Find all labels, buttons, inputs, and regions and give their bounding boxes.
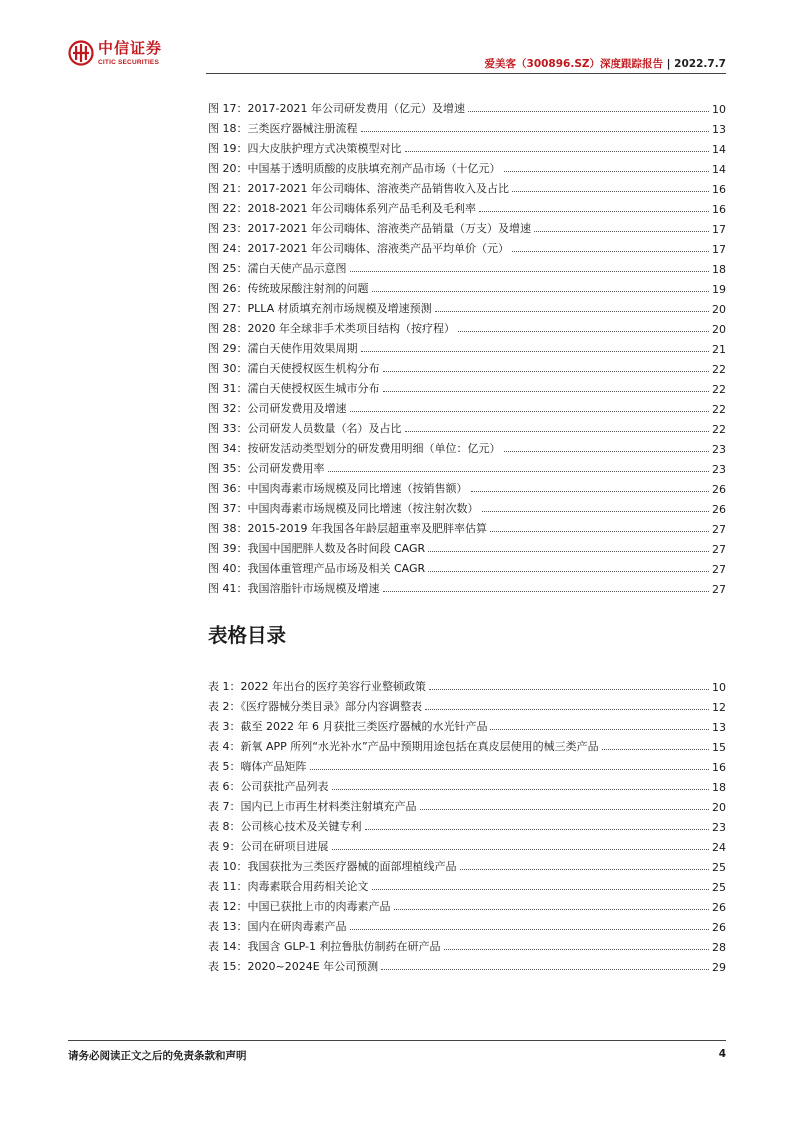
entry-page-number: 14 [712, 163, 726, 176]
tables-section-title: 表格目录 [208, 624, 287, 647]
dot-leader [394, 909, 710, 910]
entry-page-number: 26 [712, 503, 726, 516]
dot-leader [428, 571, 709, 572]
figure-entry[interactable] [208, 476, 726, 496]
figure-entry[interactable] [208, 376, 726, 396]
dot-leader [534, 231, 709, 232]
dot-leader [458, 331, 709, 332]
table-entry[interactable] [208, 954, 726, 974]
dot-leader [420, 809, 710, 810]
entry-title: 表 7：国内已上市再生材料类注射填充产品 [208, 800, 417, 813]
dot-leader [504, 171, 710, 172]
entry-page-number: 17 [712, 223, 726, 236]
figure-entry[interactable] [208, 336, 726, 356]
entry-page-number: 20 [712, 801, 726, 814]
entry-page-number: 13 [712, 123, 726, 136]
table-list [208, 674, 726, 974]
entry-page-number: 16 [712, 761, 726, 774]
dot-leader [365, 829, 710, 830]
table-entry[interactable] [208, 714, 726, 734]
entry-page-number: 28 [712, 941, 726, 954]
figure-list [208, 96, 726, 596]
entry-title: 表 8：公司核心技术及关键专利 [208, 820, 362, 833]
dot-leader [490, 531, 709, 532]
dot-leader [512, 191, 709, 192]
table-entry[interactable] [208, 754, 726, 774]
dot-leader [429, 689, 709, 690]
table-entry[interactable] [208, 834, 726, 854]
entry-page-number: 24 [712, 841, 726, 854]
entry-page-number: 12 [712, 701, 726, 714]
entry-title: 图 26：传统玻尿酸注射剂的问题 [208, 282, 369, 295]
entry-page-number: 22 [712, 423, 726, 436]
dot-leader [428, 551, 709, 552]
dot-leader [405, 151, 710, 152]
entry-page-number: 13 [712, 721, 726, 734]
dot-leader [479, 211, 709, 212]
figure-entry[interactable] [208, 496, 726, 516]
entry-title: 表 6：公司获批产品列表 [208, 780, 329, 793]
citic-logo-icon [68, 40, 94, 66]
entry-title: 图 34：按研发活动类型划分的研发费用明细（单位：亿元） [208, 442, 501, 455]
dot-leader [310, 769, 710, 770]
entry-title: 表 15：2020~2024E 年公司预测 [208, 960, 379, 973]
dot-leader [383, 371, 710, 372]
figure-entry[interactable] [208, 236, 726, 256]
dot-leader [471, 491, 710, 492]
figure-entry[interactable] [208, 156, 726, 176]
figure-entry[interactable] [208, 436, 726, 456]
entry-title: 图 39：我国中国肥胖人数及各时间段 CAGR [208, 542, 426, 555]
dot-leader [332, 789, 710, 790]
entry-title: 图 32：公司研发费用及增速 [208, 402, 347, 415]
dot-leader [512, 251, 709, 252]
entry-title: 图 31：濡白天使授权医生城市分布 [208, 382, 380, 395]
entry-title: 表 14：我国含 GLP-1 利拉鲁肽仿制药在研产品 [208, 940, 441, 953]
figure-entry[interactable] [208, 536, 726, 556]
figure-entry[interactable] [208, 96, 726, 116]
figure-entry[interactable] [208, 176, 726, 196]
dot-leader [405, 431, 710, 432]
figure-entry[interactable] [208, 216, 726, 236]
dot-leader [350, 411, 710, 412]
figure-entry[interactable] [208, 116, 726, 136]
figure-entry[interactable] [208, 136, 726, 156]
dot-leader [602, 749, 709, 750]
footer-disclaimer: 请务必阅读正文之后的免责条款和声明 [68, 1050, 247, 1062]
entry-page-number: 22 [712, 403, 726, 416]
dot-leader [460, 869, 710, 870]
dot-leader [468, 111, 709, 112]
report-title: 爱美客（300896.SZ）深度跟踪报告 | 2022.7.7 [484, 58, 726, 70]
figure-entry[interactable] [208, 416, 726, 436]
entry-page-number: 17 [712, 243, 726, 256]
table-entry[interactable] [208, 914, 726, 934]
figure-entry[interactable] [208, 456, 726, 476]
figure-entry[interactable] [208, 576, 726, 596]
entry-title: 图 35：公司研发费用率 [208, 462, 325, 475]
entry-title: 表 9：公司在研项目进展 [208, 840, 329, 853]
entry-title: 图 37：中国肉毒素市场规模及同比增速（按注射次数） [208, 502, 479, 515]
table-entry[interactable] [208, 694, 726, 714]
citic-logo [68, 40, 180, 72]
entry-page-number: 26 [712, 921, 726, 934]
dot-leader [372, 291, 710, 292]
entry-page-number: 26 [712, 483, 726, 496]
entry-page-number: 22 [712, 363, 726, 376]
entry-title: 图 22：2018-2021 年公司嗨体系列产品毛利及毛利率 [208, 202, 476, 215]
entry-page-number: 27 [712, 563, 726, 576]
dot-leader [350, 929, 710, 930]
page-number: 4 [718, 1048, 726, 1060]
header-divider [206, 73, 726, 74]
entry-title: 图 21：2017-2021 年公司嗨体、溶液类产品销售收入及占比 [208, 182, 509, 195]
table-entry[interactable] [208, 774, 726, 794]
entry-page-number: 20 [712, 303, 726, 316]
figure-entry[interactable] [208, 316, 726, 336]
entry-page-number: 23 [712, 443, 726, 456]
dot-leader [381, 969, 709, 970]
dot-leader [490, 729, 709, 730]
entry-page-number: 25 [712, 861, 726, 874]
dot-leader [350, 271, 710, 272]
entry-title: 表 10：我国获批为三类医疗器械的面部埋植线产品 [208, 860, 457, 873]
entry-page-number: 10 [712, 103, 726, 116]
entry-page-number: 14 [712, 143, 726, 156]
dot-leader [383, 391, 710, 392]
dot-leader [444, 949, 710, 950]
entry-title: 表 12：中国已获批上市的肉毒素产品 [208, 900, 391, 913]
entry-page-number: 22 [712, 383, 726, 396]
entry-page-number: 23 [712, 821, 726, 834]
entry-page-number: 10 [712, 681, 726, 694]
entry-page-number: 27 [712, 523, 726, 536]
entry-title: 图 30：濡白天使授权医生机构分布 [208, 362, 380, 375]
dot-leader [383, 591, 710, 592]
entry-page-number: 18 [712, 263, 726, 276]
entry-title: 图 38：2015-2019 年我国各年龄层超重率及肥胖率估算 [208, 522, 487, 535]
entry-page-number: 19 [712, 283, 726, 296]
table-entry[interactable] [208, 874, 726, 894]
entry-page-number: 25 [712, 881, 726, 894]
figure-entry[interactable] [208, 516, 726, 536]
entry-title: 表 3：截至 2022 年 6 月获批三类医疗器械的水光针产品 [208, 720, 488, 733]
entry-title: 表 5：嗨体产品矩阵 [208, 760, 307, 773]
dot-leader [482, 511, 710, 512]
entry-page-number: 29 [712, 961, 726, 974]
figure-entry[interactable] [208, 556, 726, 576]
entry-page-number: 20 [712, 323, 726, 336]
dot-leader [425, 709, 709, 710]
entry-title: 表 4：新氧 APP 所列“水光补水”产品中预期用途包括在真皮层使用的械三类产品 [208, 740, 599, 753]
figure-entry[interactable] [208, 356, 726, 376]
entry-title: 表 1：2022 年出台的医疗美容行业整顿政策 [208, 680, 426, 693]
entry-title: 图 24：2017-2021 年公司嗨体、溶液类产品平均单价（元） [208, 242, 509, 255]
report-title-text: 爱美客（300896.SZ）深度跟踪报告 [484, 58, 664, 70]
table-entry[interactable] [208, 794, 726, 814]
dot-leader [504, 451, 710, 452]
dot-leader [361, 351, 710, 352]
entry-title: 表 2：《医疗器械分类目录》部分内容调整表 [208, 700, 422, 713]
figure-entry[interactable] [208, 296, 726, 316]
table-entry[interactable] [208, 894, 726, 914]
entry-title: 图 25：濡白天使产品示意图 [208, 262, 347, 275]
entry-page-number: 23 [712, 463, 726, 476]
dot-leader [328, 471, 710, 472]
entry-title: 图 23：2017-2021 年公司嗨体、溶液类产品销量（万支）及增速 [208, 222, 531, 235]
entry-title: 表 13：国内在研肉毒素产品 [208, 920, 347, 933]
entry-title: 图 28：2020 年全球非手术类项目结构（按疗程） [208, 322, 455, 335]
table-entry[interactable] [208, 854, 726, 874]
entry-page-number: 15 [712, 741, 726, 754]
dot-leader [332, 849, 710, 850]
entry-page-number: 16 [712, 203, 726, 216]
entry-page-number: 21 [712, 343, 726, 356]
entry-title: 图 17：2017-2021 年公司研发费用（亿元）及增速 [208, 102, 465, 115]
figure-entry[interactable] [208, 276, 726, 296]
table-entry[interactable] [208, 934, 726, 954]
entry-page-number: 26 [712, 901, 726, 914]
table-entry[interactable] [208, 674, 726, 694]
figure-entry[interactable] [208, 396, 726, 416]
dot-leader [372, 889, 710, 890]
entry-title: 图 20：中国基于透明质酸的皮肤填充剂产品市场（十亿元） [208, 162, 501, 175]
page-header [68, 34, 726, 74]
logo-english-name: CITIC SECURITIES [98, 59, 159, 66]
dot-leader [435, 311, 709, 312]
entry-title: 图 33：公司研发人员数量（名）及占比 [208, 422, 402, 435]
logo-chinese-name: 中信证券 [98, 39, 163, 57]
entry-title: 图 27：PLLA 材质填充剂市场规模及增速预测 [208, 302, 432, 315]
entry-page-number: 16 [712, 183, 726, 196]
entry-title: 图 41：我国溶脂针市场规模及增速 [208, 582, 380, 595]
figure-entry[interactable] [208, 196, 726, 216]
entry-title: 图 19：四大皮肤护理方式决策模型对比 [208, 142, 402, 155]
figure-entry[interactable] [208, 256, 726, 276]
entry-title: 图 36：中国肉毒素市场规模及同比增速（按销售额） [208, 482, 468, 495]
entry-page-number: 27 [712, 543, 726, 556]
entry-page-number: 18 [712, 781, 726, 794]
table-entry[interactable] [208, 734, 726, 754]
entry-title: 图 29：濡白天使作用效果周期 [208, 342, 358, 355]
entry-title: 图 18：三类医疗器械注册流程 [208, 122, 358, 135]
table-entry[interactable] [208, 814, 726, 834]
entry-title: 表 11：肉毒素联合用药相关论文 [208, 880, 369, 893]
footer-divider [68, 1040, 726, 1041]
entry-title: 图 40：我国体重管理产品市场及相关 CAGR [208, 562, 426, 575]
report-date: 2022.7.7 [674, 58, 726, 70]
entry-page-number: 27 [712, 583, 726, 596]
dot-leader [361, 131, 710, 132]
